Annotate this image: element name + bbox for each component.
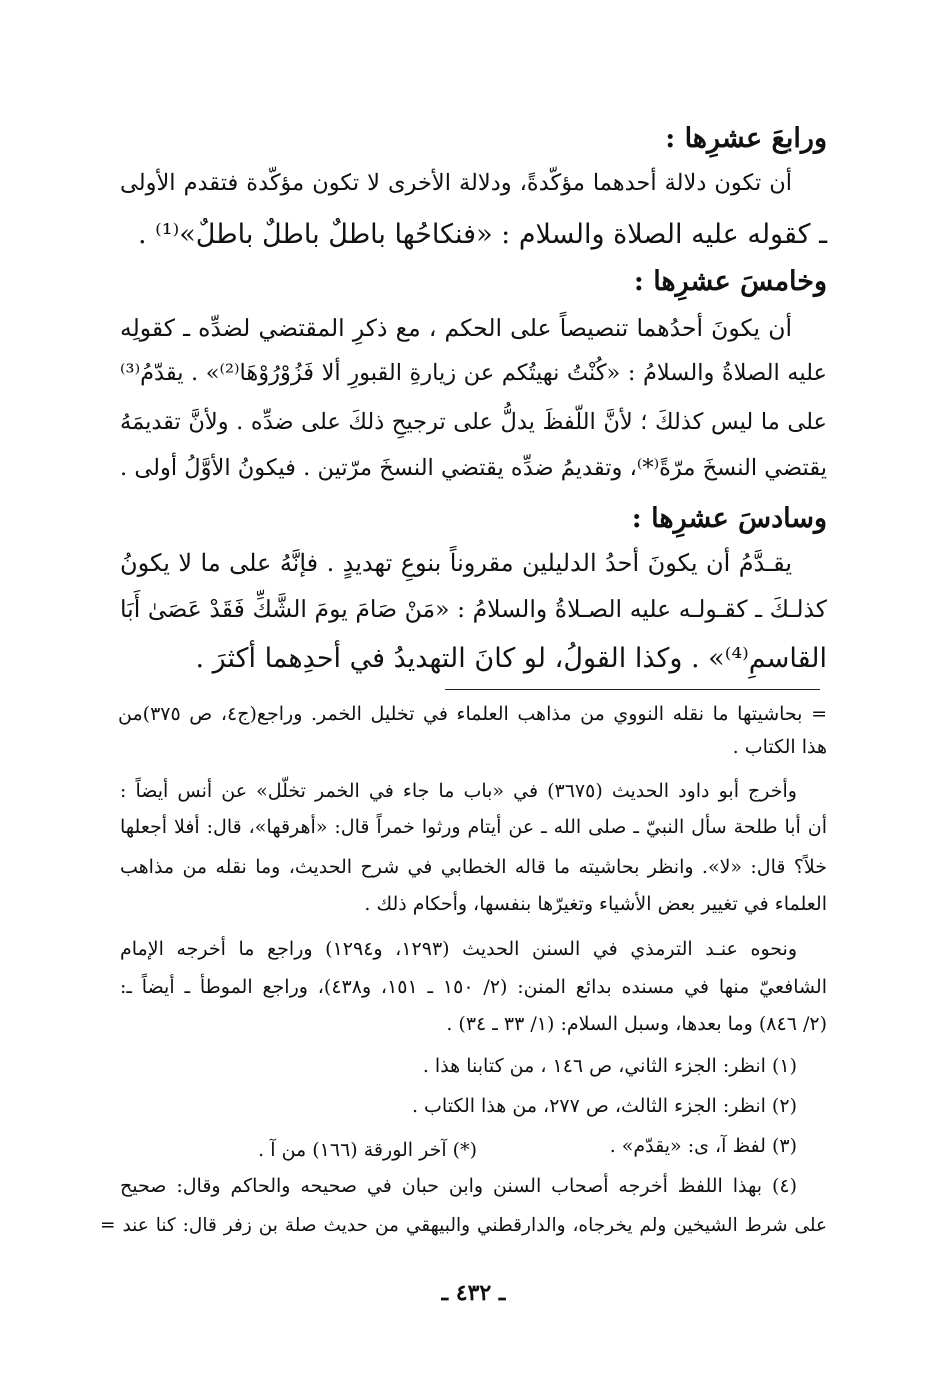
- footnote-line: العلماء في تغيير بعض الأشياء وتغيرّها بنفسها، وأحكام ذلك .: [364, 893, 827, 915]
- footnote-separator: [445, 689, 820, 690]
- footnote-line: (٢/ ٨٤٦) وما بعدها، وسبل السلام: (١/ ٣٣ ـ ٣٤) .: [446, 1013, 827, 1035]
- footnote-1: (١) انظر: الجزء الثاني، ص ١٤٦ ، من كتابنا هذا .: [422, 1055, 797, 1077]
- footnote-3: (٣) لفظ آ، ى: «يقدّم» .: [609, 1135, 797, 1157]
- footnote-line: الشافعيّ منها في مسنده بدائع المنن: (٢/ ١٥٠ ـ ١٥١، و٤٣٨)، وراجع الموطأ ـ أيضاً ـ:: [120, 976, 828, 998]
- footnote-2: (٢) انظر: الجزء الثالث، ص ٢٧٧، من هذا الكتاب .: [411, 1095, 797, 1117]
- footnote-line: على شرط الشيخين ولم يخرجاه، والدارقطني والبيهقي من حديث صلة بن زفر قال: كنا عند =: [100, 1215, 827, 1236]
- body-line: على ما ليس كذلكَ ؛ لأنَّ اللّفظَ يدلُّ على ترجيحِ ذلكَ على ضدِّه . ولأنَّ تقديمَهُ: [120, 409, 827, 435]
- section-heading-14: ورابعَ عشرِها :: [665, 123, 827, 154]
- page-number: ـ ٤٣٢ ـ: [441, 1280, 506, 1306]
- footnote-4: (٤) بهذا اللفظ أخرجه أصحاب السنن وابن حبان في صحيحه والحاكم وقال: صحيح: [120, 1175, 797, 1197]
- footnote-line: أن أبا طلحة سأل النبيّ ـ صلى الله ـ عن أيتام ورثوا خمراً قال: «أهرقها»، قال: أفلا أجعلها: [120, 816, 827, 838]
- body-line: عليه الصلاةُ والسلامُ : «كُنْتُ نهيتُكم عن زيارةِ القبورِ ألا فَزُوْرُوْهَا⁽²⁾» . يقدّمُ⁽³⁾: [120, 360, 827, 386]
- section-heading-16: وسادسَ عشرِها :: [631, 503, 827, 534]
- body-line: القاسمِ⁽⁴⁾» . وكذا القولُ، لو كانَ التهديدُ في أحدِهما أكثرَ .: [195, 643, 827, 674]
- body-line: أن يكونَ أحدُهما تنصيصاً على الحكم ، مع ذكرِ المقتضي لضدِّه ـ كقولِه: [120, 314, 792, 342]
- body-line: أن تكون دلالة أحدهما مؤكّدةً، ودلالة الأخرى لا تكون مؤكّدة فتقدم الأولى: [120, 170, 792, 196]
- footnote-line: = بحاشيتها ما نقله النووي من مذاهب العلماء في تخليل الخمر. وراجع(ج٤، ص ٣٧٥)من: [118, 703, 827, 725]
- footnote-line: خلاً؟ قال: «لا». وانظر بحاشيته ما قاله الخطابي في شرح الحديث، وما نقله من مذاهب: [120, 856, 827, 878]
- body-line: كذلـكَ ـ كقـولـه عليه الصـلاةُ والسلامُ : «مَنْ صَامَ يومَ الشَّكِّ فَقَدْ عَصَىٰ أَبَا: [120, 595, 827, 623]
- section-heading-15: وخامسَ عشرِها :: [633, 266, 827, 297]
- body-line: ـ كقوله عليه الصلاة والسلام : «فنكاحُها باطلٌ باطلٌ باطلٌ»⁽¹⁾ .: [137, 219, 827, 250]
- footnote-star: (*) آخر الورقة (١٦٦) من آ .: [258, 1139, 477, 1161]
- footnote-line: ونحوه عنـد الترمذي في السنن الحديث (١٢٩٣، و١٢٩٤) وراجع ما أخرجه الإمام: [120, 938, 797, 960]
- body-line: يقتضي النسخَ مرّةً⁽*⁾، وتقديمُ ضدِّه يقتضي النسخَ مرّتين . فيكونُ الأوَّلُ أولى .: [120, 455, 827, 481]
- footnote-line: وأخرج أبو داود الحديث (٣٦٧٥) في «باب ما جاء في الخمر تخلّل» عن أنس أيضاً :: [120, 780, 797, 802]
- footnote-line: هذا الكتاب .: [732, 736, 827, 758]
- body-line: يقـدَّمُ أن يكونَ أحدُ الدليلين مقروناً بنوعِ تهديدٍ . فإنَّهُ على ما لا يكونُ: [120, 549, 792, 577]
